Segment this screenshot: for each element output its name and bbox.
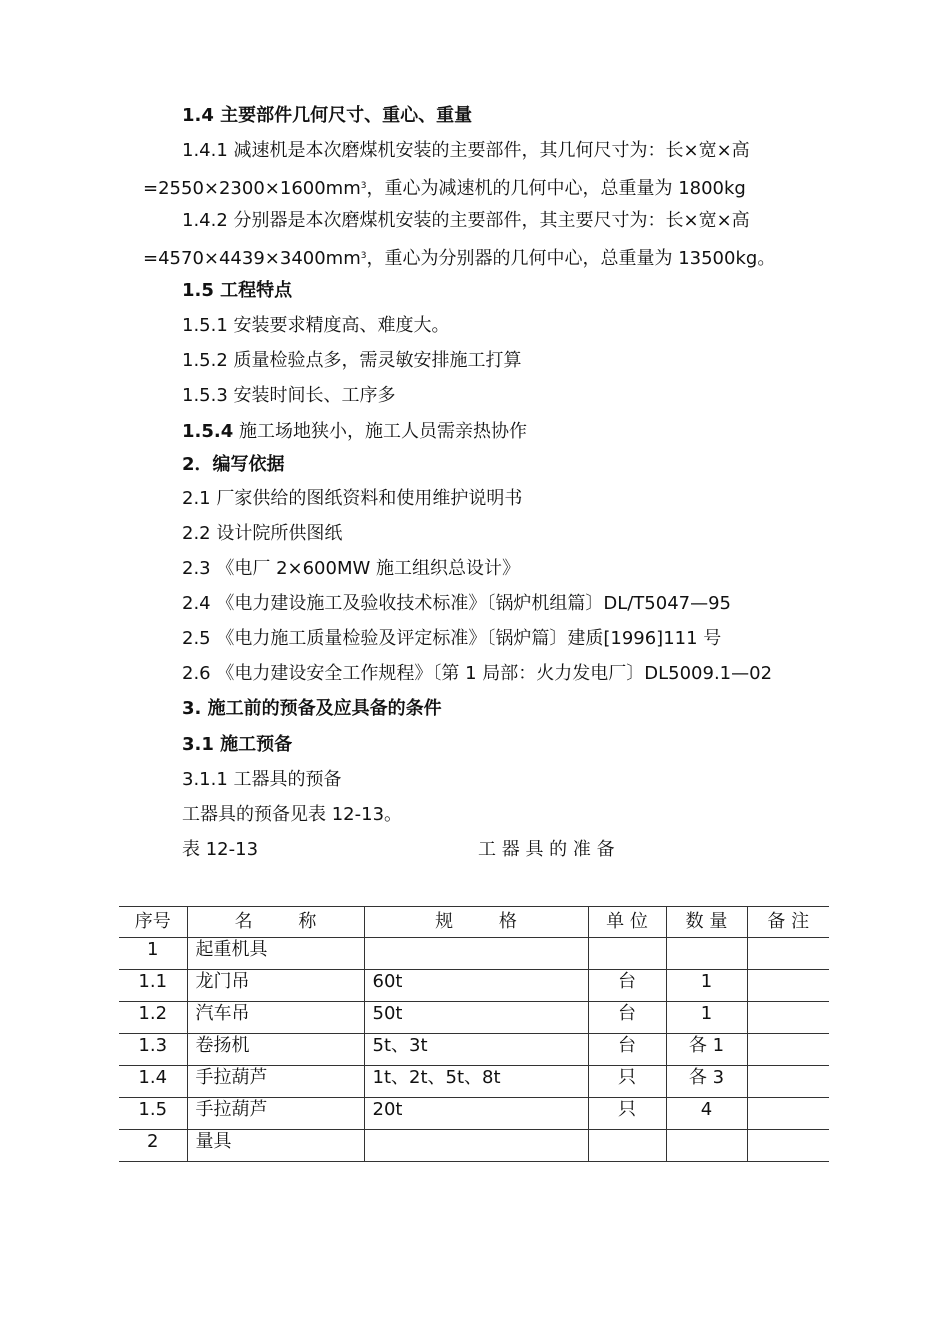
- table-label: 表 12-13: [182, 839, 259, 860]
- dimension-text: =4570×4439×3400mm: [143, 248, 361, 269]
- item-number: 1.5.4: [182, 421, 234, 442]
- cell-spec: 20t: [364, 1098, 588, 1130]
- item-3-1-1: 3.1.1 工器具的预备: [182, 769, 342, 790]
- item-1-5-2: 1.5.2 质量检验点多，需灵敏安排施工打算: [182, 350, 522, 371]
- section-heading-2: 2．编写依据: [182, 454, 285, 475]
- cell-spec: [364, 1130, 588, 1162]
- cell-name: 起重机具: [187, 938, 364, 970]
- paragraph-1-4-1-line1: 1.4.1 减速机是本次磨煤机安装的主要部件，其几何尺寸为：长×宽×高: [182, 140, 750, 161]
- section-heading-1-4: 1.4 主要部件几何尺寸、重心、重量: [182, 105, 473, 126]
- cell-note: [747, 1130, 829, 1162]
- item-2-1: 2.1 厂家供给的图纸资料和使用维护说明书: [182, 488, 523, 509]
- cell-no: 1.5: [119, 1098, 187, 1130]
- cell-qty: [666, 938, 747, 970]
- cell-no: 1.2: [119, 1002, 187, 1034]
- header-no: 序号: [119, 907, 187, 938]
- cell-qty: [666, 1130, 747, 1162]
- cell-name: 卷扬机: [187, 1034, 364, 1066]
- cell-unit: [588, 1130, 666, 1162]
- cell-unit: 台: [588, 970, 666, 1002]
- table-row: [119, 970, 829, 1002]
- item-2-5: 2.5 《电力施工质量检验及评定标准》〔锅炉篇〕建质[1996]111 号: [182, 628, 722, 649]
- table-row: [119, 1098, 829, 1130]
- cell-spec: 60t: [364, 970, 588, 1002]
- cell-unit: [588, 938, 666, 970]
- cell-note: [747, 1002, 829, 1034]
- table-row: [119, 1002, 829, 1034]
- cell-no: 1.4: [119, 1066, 187, 1098]
- cell-note: [747, 938, 829, 970]
- cell-name: 龙门吊: [187, 970, 364, 1002]
- table-row: [119, 1034, 829, 1066]
- header-unit: 单 位: [588, 907, 666, 938]
- item-text: 施工场地狭小，施工人员需亲热协作: [233, 421, 527, 442]
- item-2-3: 2.3 《电厂 2×600MW 施工组织总设计》: [182, 558, 521, 579]
- cell-qty: 4: [666, 1098, 747, 1130]
- section-heading-1-5: 1.5 工程特点: [182, 280, 293, 301]
- cell-note: [747, 970, 829, 1002]
- cell-note: [747, 1098, 829, 1130]
- table-title: 工 器 具 的 准 备: [478, 839, 615, 860]
- paragraph-1-4-1-line2: [143, 174, 746, 201]
- cell-unit: 只: [588, 1098, 666, 1130]
- cell-name: 量具: [187, 1130, 364, 1162]
- superscript: 3: [360, 251, 367, 261]
- item-1-5-1: 1.5.1 安装要求精度高、难度大。: [182, 315, 450, 336]
- paragraph-1-4-2-line2: [143, 244, 775, 271]
- section-heading-3-1: 3.1 施工预备: [182, 734, 293, 755]
- cell-name: 手拉葫芦: [187, 1098, 364, 1130]
- cell-qty: 1: [666, 1002, 747, 1034]
- header-qty: 数 量: [666, 907, 747, 938]
- paragraph-text: ，重心为分别器的几何中心，总重量为 13500kg。: [366, 248, 776, 269]
- cell-unit: 只: [588, 1066, 666, 1098]
- cell-qty: 1: [666, 970, 747, 1002]
- cell-qty: 各 1: [666, 1034, 747, 1066]
- tools-table: [119, 906, 829, 1162]
- cell-unit: 台: [588, 1034, 666, 1066]
- cell-no: 1: [119, 938, 187, 970]
- table-row: [119, 1066, 829, 1098]
- cell-name: 手拉葫芦: [187, 1066, 364, 1098]
- item-1-5-3: 1.5.3 安装时间长、工序多: [182, 385, 396, 406]
- cell-no: 2: [119, 1130, 187, 1162]
- paragraph-3-1-1: 工器具的预备见表 12-13。: [182, 804, 403, 825]
- cell-no: 1.1: [119, 970, 187, 1002]
- cell-spec: 5t、3t: [364, 1034, 588, 1066]
- cell-note: [747, 1066, 829, 1098]
- cell-note: [747, 1034, 829, 1066]
- header-note: 备 注: [747, 907, 829, 938]
- paragraph-1-4-2-line1: 1.4.2 分别器是本次磨煤机安装的主要部件，其主要尺寸为：长×宽×高: [182, 210, 750, 231]
- item-2-6: 2.6 《电力建设安全工作规程》〔第 1 局部：火力发电厂〕DL5009.1—02: [182, 663, 773, 684]
- dimension-text: =2550×2300×1600mm: [143, 178, 361, 199]
- table-header-row: [119, 907, 829, 938]
- table-row: [119, 938, 829, 970]
- header-spec: 规 格: [364, 907, 588, 938]
- section-heading-3: 3. 施工前的预备及应具备的条件: [182, 698, 442, 719]
- superscript: 3: [360, 181, 367, 191]
- cell-no: 1.3: [119, 1034, 187, 1066]
- cell-spec: 50t: [364, 1002, 588, 1034]
- table-row: [119, 1130, 829, 1162]
- cell-qty: 各 3: [666, 1066, 747, 1098]
- header-name: 名 称: [187, 907, 364, 938]
- cell-spec: [364, 938, 588, 970]
- item-2-4: 2.4 《电力建设施工及验收技术标准》〔锅炉机组篇〕DL/T5047—95: [182, 593, 732, 614]
- cell-spec: 1t、2t、5t、8t: [364, 1066, 588, 1098]
- paragraph-text: ，重心为减速机的几何中心，总重量为 1800kg: [366, 178, 746, 199]
- item-2-2: 2.2 设计院所供图纸: [182, 523, 343, 544]
- cell-name: 汽车吊: [187, 1002, 364, 1034]
- item-1-5-4: [182, 420, 527, 444]
- cell-unit: 台: [588, 1002, 666, 1034]
